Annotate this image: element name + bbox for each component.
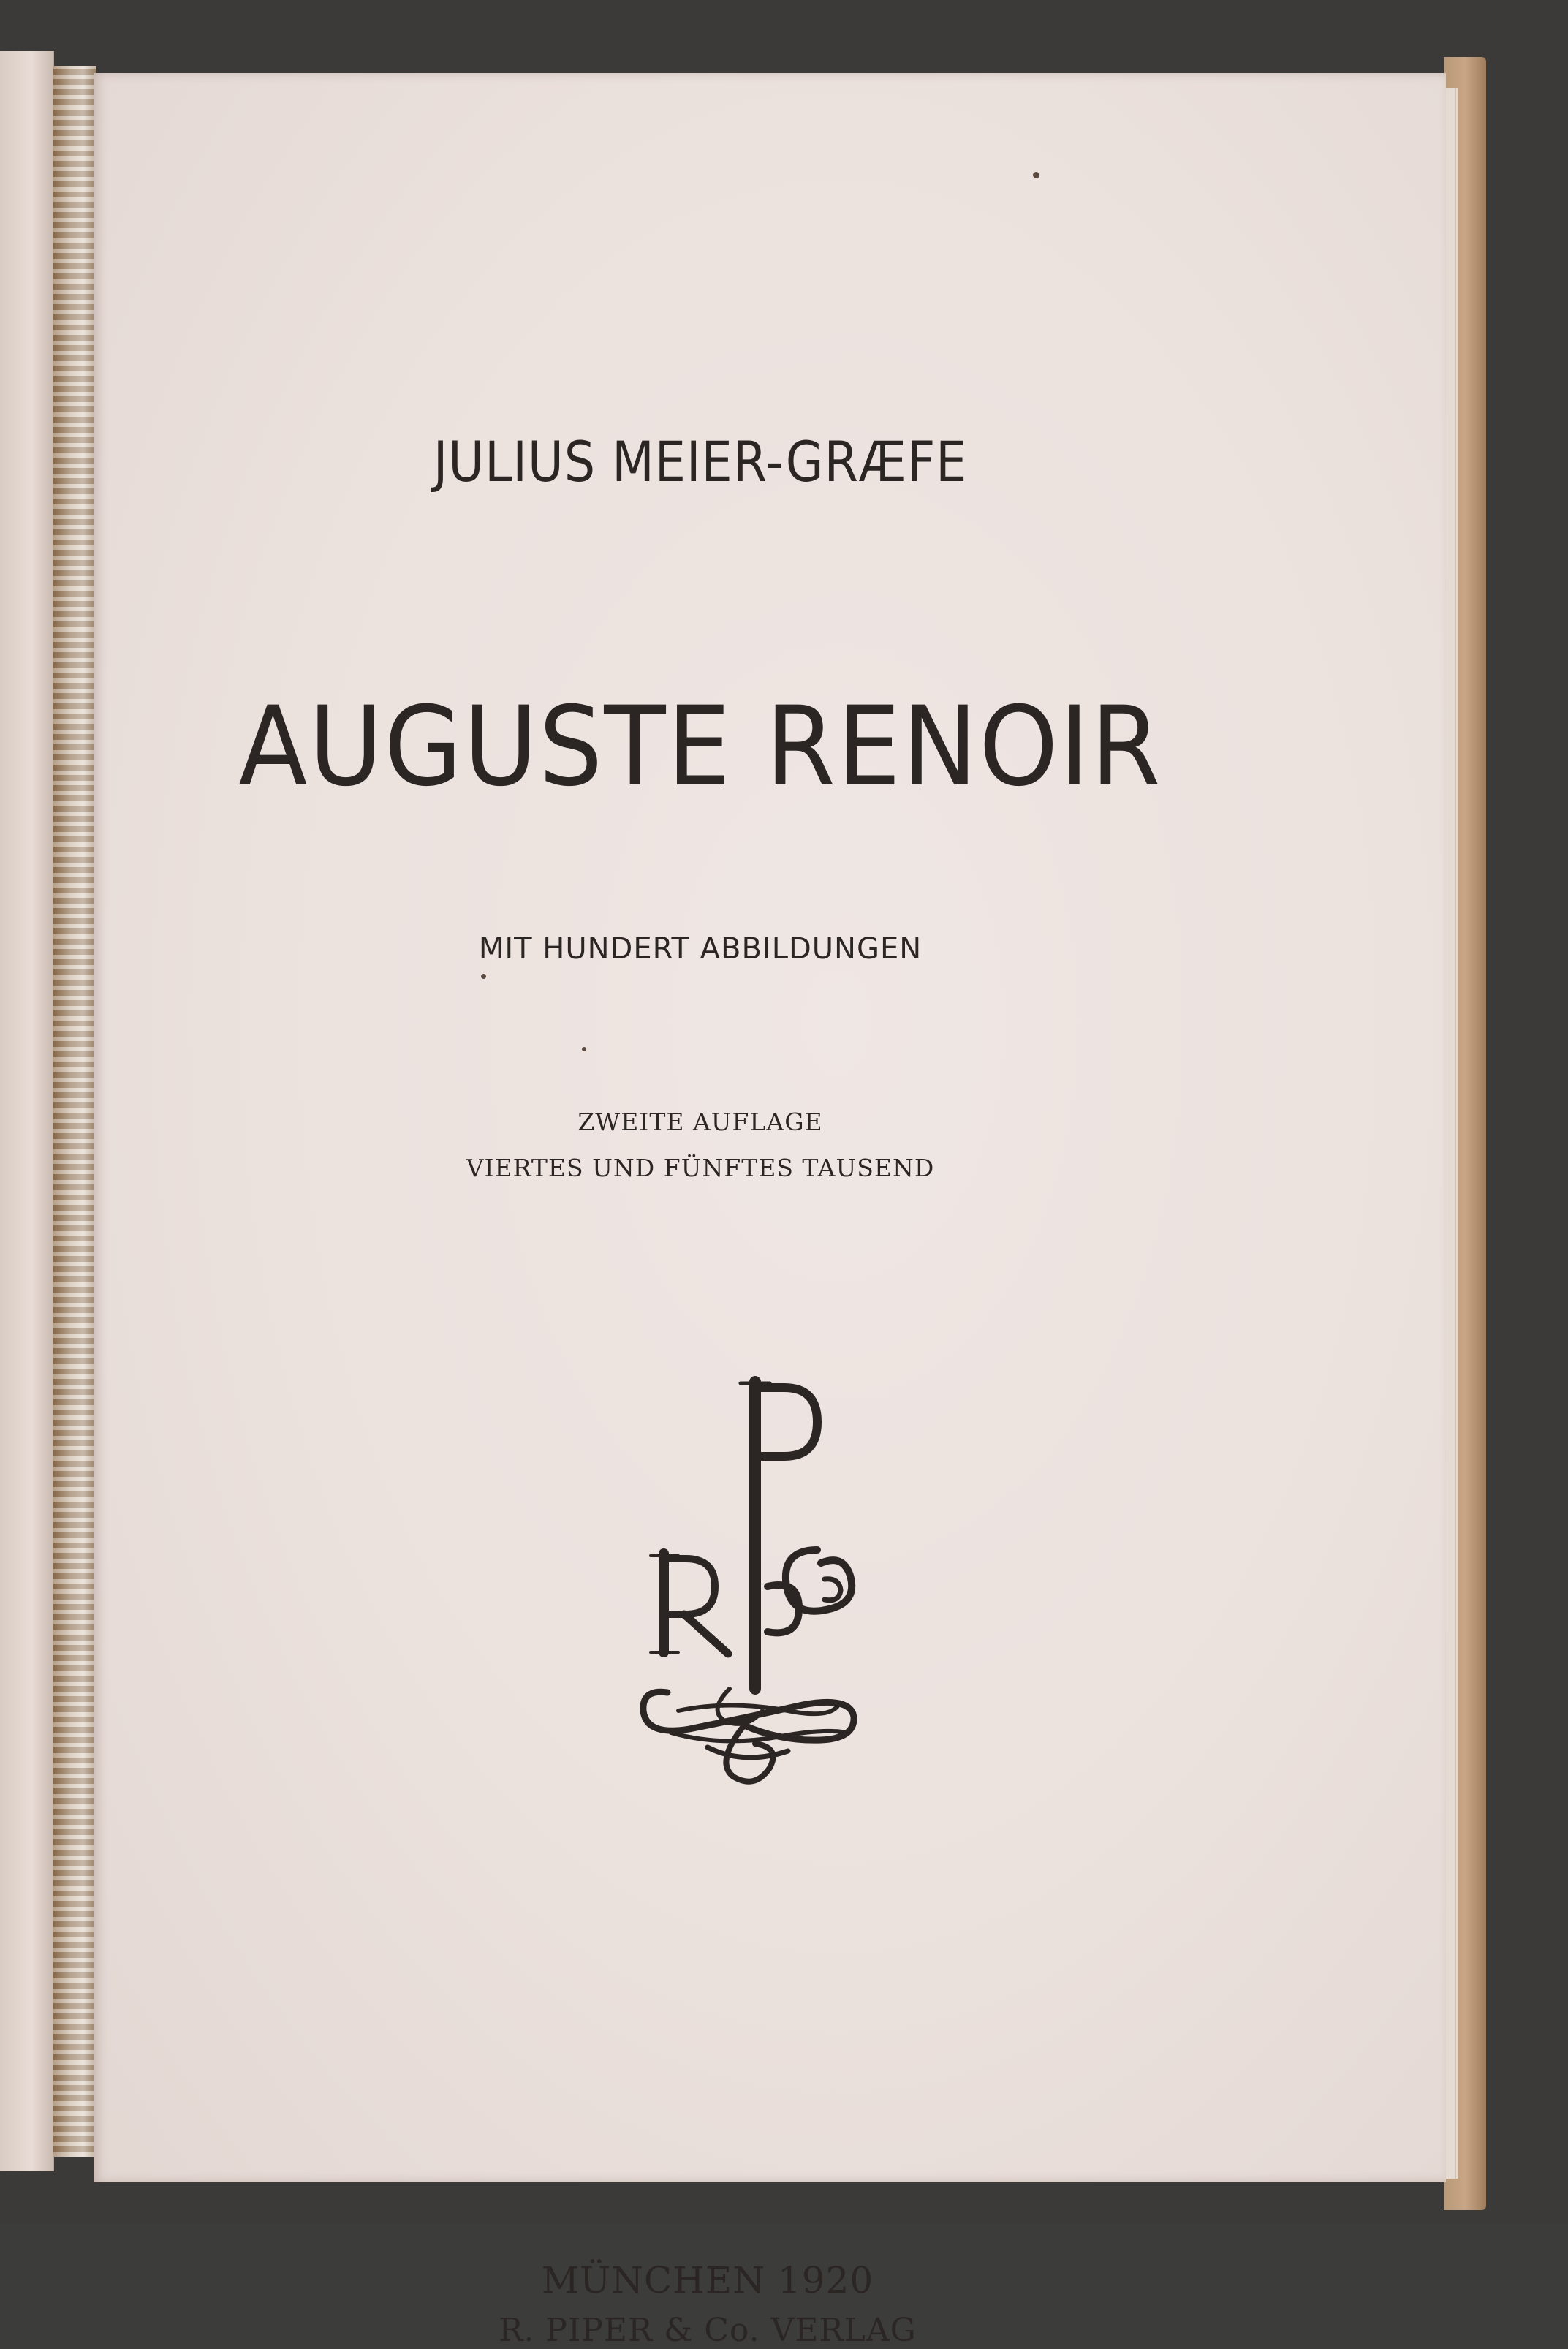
- edition-note: ZWEITE AUFLAGE: [577, 1108, 823, 1136]
- print-run-note: VIERTES UND FÜNFTES TAUSEND: [466, 1154, 935, 1182]
- title-page: [94, 73, 1446, 2349]
- place-and-year: MÜNCHEN 1920: [541, 2259, 874, 2301]
- author-name: JULIUS MEIER-GRÆFE: [433, 429, 968, 494]
- paper-speck: [1033, 172, 1039, 178]
- book-title: AUGUSTE RENOIR: [238, 684, 1162, 811]
- piper-monogram-icon: [598, 1367, 905, 1820]
- publisher-name: R. PIPER & Co. VERLAG: [499, 2312, 917, 2349]
- book-subtitle: MIT HUNDERT ABBILDUNGEN: [478, 932, 923, 966]
- paper-speck: [481, 974, 486, 979]
- paper-speck: [582, 1047, 586, 1051]
